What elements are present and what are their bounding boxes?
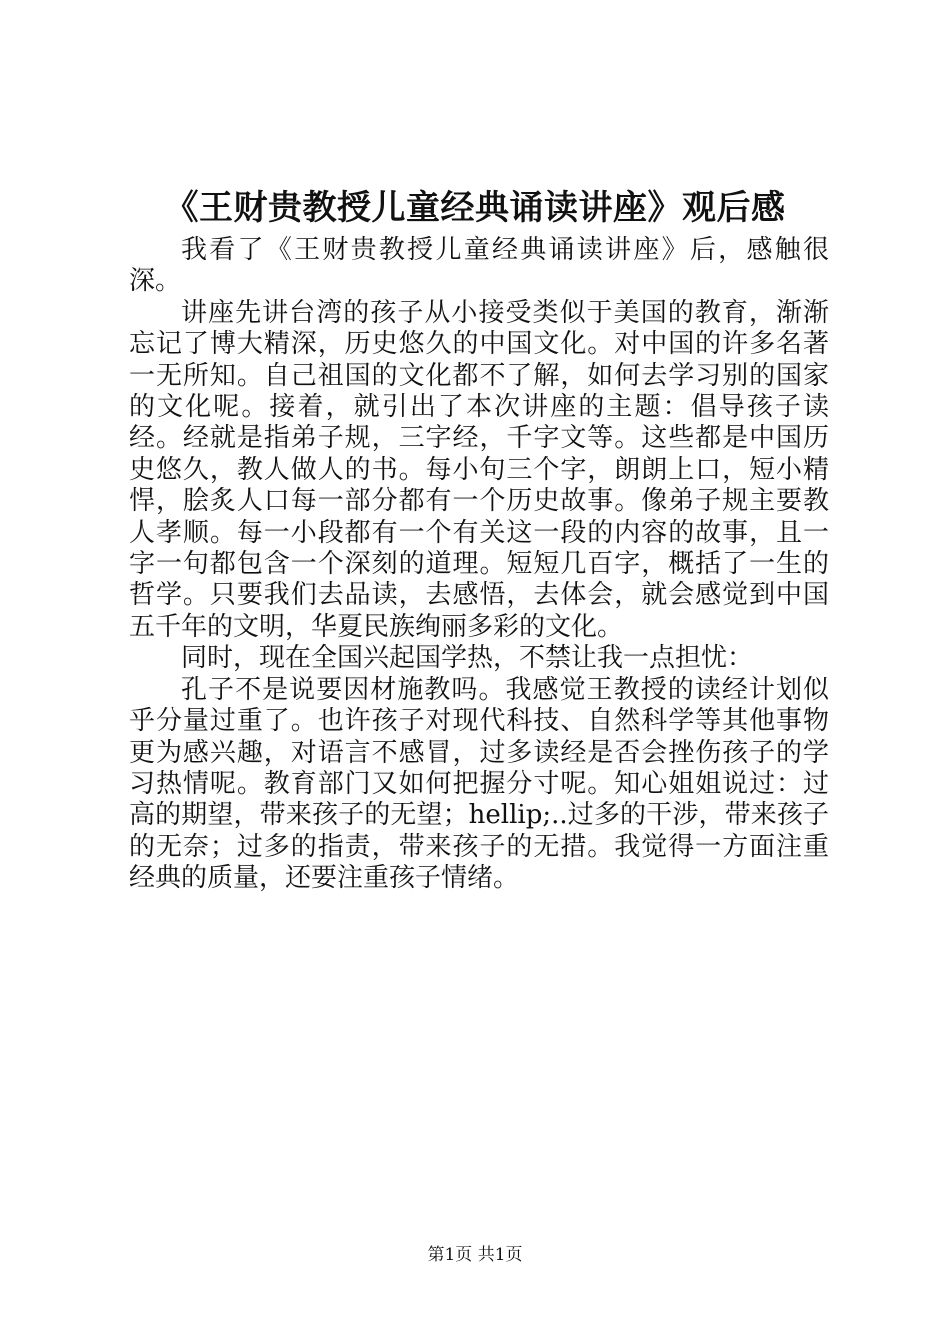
paragraph-reflection: 孔子不是说要因材施教吗。我感觉王教授的读经计划似乎分量过重了。也许孩子对现代科技、自然科学等其他事物更为感兴趣，对语言不感冒，过多读经是否会挫伤孩子的学习热情呢。教育部门又如何把握分寸呢。知心姐姐说过：过高的期望，带来孩子的无望；hellip;..过多的干涉，带来孩子的无奈；过多的指责，带来孩子的无措。我觉得一方面注重经典的质量，还要注重孩子情绪。 [129, 674, 829, 894]
document-body [129, 235, 829, 895]
paragraph-lecture-summary: 讲座先讲台湾的孩子从小接受类似于美国的教育，渐渐忘记了博大精深，历史悠久的中国文化。对中国的许多名著一无所知。自己祖国的文化都不了解，如何去学习别的国家的文化呢。接着，就引出了本次讲座的主题：倡导孩子读经。经就是指弟子规，三字经，千字文等。这些都是中国历史悠久，教人做人的书。每小句三个字，朗朗上口，短小精悍，脍炙人口每一部分都有一个历史故事。像弟子规主要教人孝顺。每一小段都有一个有关这一段的内容的故事，且一字一句都包含一个深刻的道理。短短几百字，概括了一生的哲学。只要我们去品读，去感悟，去体会，就会感觉到中国五千年的文明，华夏民族绚丽多彩的文化。 [129, 297, 829, 642]
page-number-footer: 第1页 共1页 [427, 1245, 523, 1265]
document-title: 《王财贵教授儿童经典诵读讲座》观后感 [164, 188, 786, 228]
paragraph-concern: 同时，现在全国兴起国学热，不禁让我一点担忧： [181, 643, 754, 674]
paragraph-intro: 我看了《王财贵教授儿童经典诵读讲座》后，感触很深。 [129, 235, 829, 297]
